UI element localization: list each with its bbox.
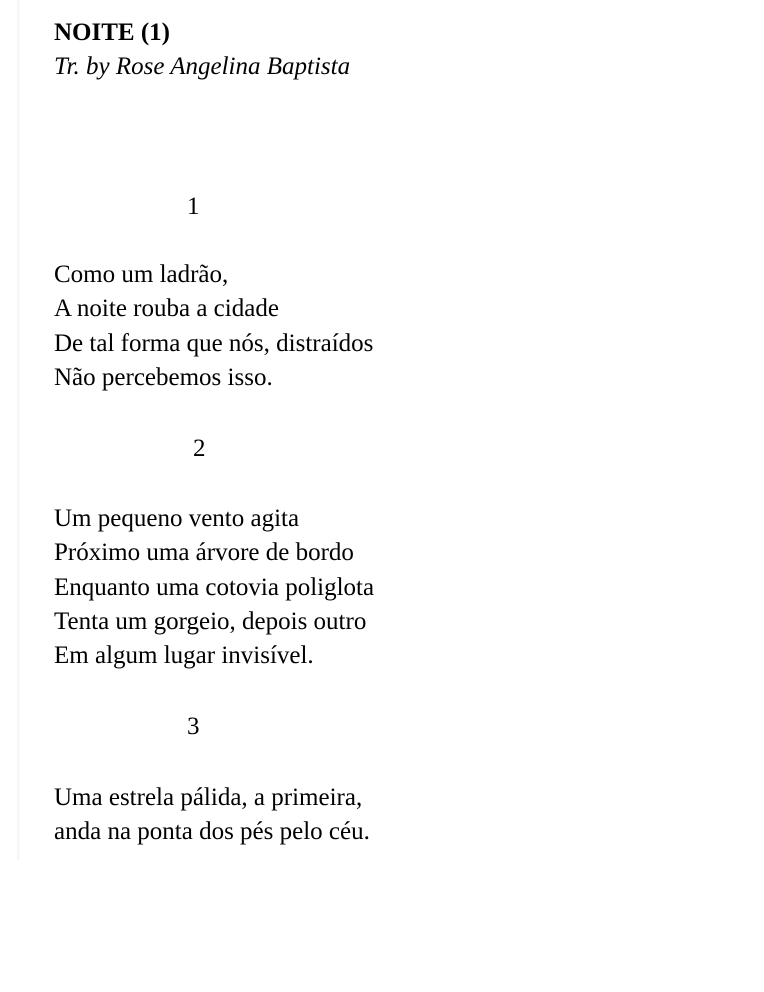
poem-line: Não percebemos isso. xyxy=(54,363,273,391)
poem-line: Em algum lugar invisível. xyxy=(54,642,314,670)
section-number: 2 xyxy=(193,435,206,462)
poem-line: Um pequeno vento agita xyxy=(54,505,300,532)
stanza xyxy=(54,781,370,850)
poem-line: Uma estrela pálida, a primeira, xyxy=(54,784,363,811)
poem-line: anda na ponta dos pés pelo céu. xyxy=(54,818,370,846)
poem-line: Como um ladrão, xyxy=(54,261,229,288)
stanza xyxy=(54,502,374,673)
stanza xyxy=(54,258,373,395)
poem-line: A noite rouba a cidade xyxy=(54,295,279,323)
section-number: 1 xyxy=(187,193,200,220)
translator-credit: Tr. by Rose Angelina Baptista xyxy=(54,53,351,80)
section-number: 3 xyxy=(187,713,200,740)
poem-line: Próximo uma árvore de bordo xyxy=(54,539,354,567)
poem-line: Tenta um gorgeio, depois outro xyxy=(54,607,367,635)
page-gutter-shadow xyxy=(17,0,20,860)
poem-line: De tal forma que nós, distraídos xyxy=(54,329,374,357)
poem-title: NOITE (1) xyxy=(54,19,170,46)
poem-line: Enquanto uma cotovia poliglota xyxy=(54,573,375,601)
